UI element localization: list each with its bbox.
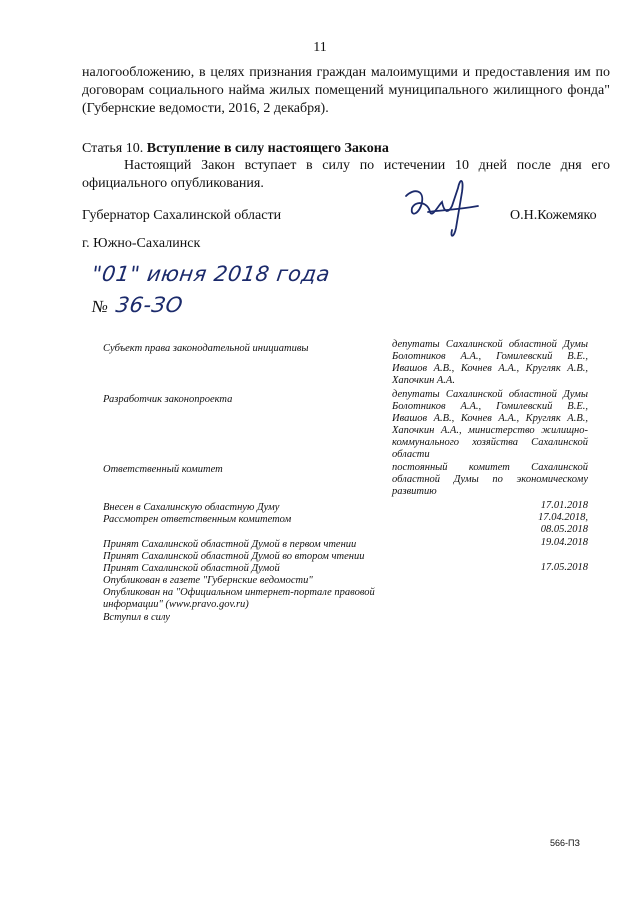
initiative-value: депутаты Сахалинской областной Думы Болотников А.А., Гомилевский В.Е., Ивашов А.В., Кочнев А.А., Кругляк А.В., Хапочкин А.А. bbox=[392, 339, 588, 386]
submitted-label: Внесен в Сахалинскую областную Думу bbox=[103, 502, 280, 513]
first-reading-label: Принят Сахалинской областной Думой в первом чтении bbox=[103, 539, 357, 550]
intro-paragraph: налогообложению, в целях признания граждан малоимущими и предоставления им по договорам социального найма жилых помещений муниципального жилищного фонда" (Губернские ведомости, 2016, 2 декабря). bbox=[82, 65, 610, 116]
submitted-date: 17.01.2018 bbox=[540, 500, 588, 511]
adopted-label: Принят Сахалинской областной Думой bbox=[103, 563, 280, 574]
developer-label: Разработчик законопроекта bbox=[103, 394, 233, 405]
reviewed-date-2: 08.05.2018 bbox=[540, 524, 588, 535]
document-code: 566-ПЗ bbox=[550, 838, 580, 848]
article-body: Настоящий Закон вступает в силу по истечении 10 дней после дня его официального опубликования. bbox=[82, 158, 610, 191]
in-force-label: Вступил в силу bbox=[103, 612, 170, 623]
article-title: Вступление в силу настоящего Закона bbox=[146, 141, 389, 156]
committee-label: Ответственный комитет bbox=[103, 464, 223, 475]
handwritten-number: 36-ЗО bbox=[114, 293, 185, 317]
page-number: 11 bbox=[313, 40, 327, 55]
first-reading-date: 19.04.2018 bbox=[540, 537, 588, 548]
handwritten-signature bbox=[398, 172, 484, 242]
governor-name: О.Н.Кожемяко bbox=[510, 208, 597, 223]
reviewed-label: Рассмотрен ответственным комитетом bbox=[103, 514, 292, 525]
committee-value: постоянный комитет Сахалинской областной Думы по экономическому развитию bbox=[392, 462, 588, 497]
developer-value: депутаты Сахалинской областной Думы Болотников А.А., Гомилевский В.Е., Ивашов А.В., Кочнев А.А., Кругляк А.В., Хапочкин А.А., министерство жилищно-коммунального хозяйства Сахалинской области bbox=[392, 389, 588, 460]
article-heading bbox=[82, 140, 610, 158]
adopted-date: 17.05.2018 bbox=[540, 562, 588, 573]
published-portal-label: Опубликован на "Официальном интернет-портале правовой информации" (www.pravo.gov.ru) bbox=[103, 587, 375, 610]
second-reading-label: Принят Сахалинской областной Думой во втором чтении bbox=[103, 551, 365, 562]
law-number bbox=[90, 293, 184, 317]
initiative-label: Субъект права законодательной инициативы bbox=[103, 343, 309, 354]
number-symbol: № bbox=[90, 297, 110, 316]
article-label: Статья 10. bbox=[82, 141, 147, 156]
handwritten-date: "01" июня 2018 года bbox=[90, 262, 332, 286]
reviewed-date-1: 17.04.2018, bbox=[538, 512, 588, 523]
published-gazette-label: Опубликован в газете "Губернские ведомости" bbox=[103, 575, 313, 586]
governor-title: Губернатор Сахалинской области bbox=[82, 208, 282, 223]
signing-city: г. Южно-Сахалинск bbox=[82, 236, 201, 251]
